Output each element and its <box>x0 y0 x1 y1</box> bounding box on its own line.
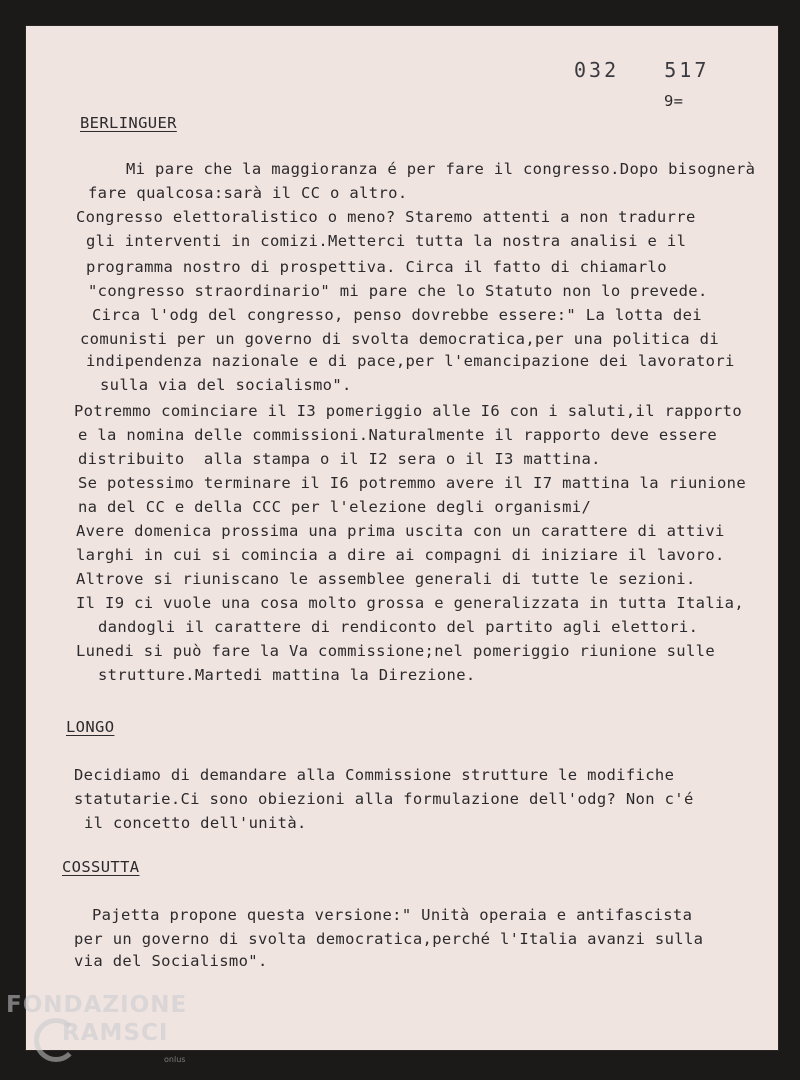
text-line: Altrove si riuniscano le assemblee generali di tutte le sezioni. <box>76 570 696 588</box>
text-line: programma nostro di prospettiva. Circa il fatto di chiamarlo <box>86 258 667 276</box>
page-number: 9= <box>664 92 684 110</box>
text-line: dandogli il carattere di rendiconto del partito agli elettori. <box>98 618 699 636</box>
text-line: larghi in cui si comincia a dire ai compagni di iniziare il lavoro. <box>76 546 725 564</box>
text-line: e la nomina delle commissioni.Naturalmente il rapporto deve essere <box>78 426 717 444</box>
text-line: per un governo di svolta democratica,perché l'Italia avanzi sulla <box>74 930 704 948</box>
text-line: Mi pare che la maggioranza é per fare il congresso.Dopo bisognerà <box>126 160 756 178</box>
text-line: Se potessimo terminare il I6 potremmo avere il I7 mattina la riunione <box>78 474 747 492</box>
text-line: comunisti per un governo di svolta democratica,per una politica di <box>80 330 719 348</box>
text-line: gli interventi in comizi.Metterci tutta la nostra analisi e il <box>86 232 687 250</box>
text-line: distribuito alla stampa o il I2 sera o il I3 mattina. <box>78 450 601 468</box>
text-line: strutture.Martedi mattina la Direzione. <box>98 666 476 684</box>
text-line: Pajetta propone questa versione:" Unità operaia e antifascista <box>92 906 693 924</box>
text-line: Lunedi si può fare la Va commissione;nel pomeriggio riunione sulle <box>76 642 715 660</box>
watermark-line-2: RAMSCI <box>62 1020 169 1046</box>
watermark <box>6 992 206 1072</box>
text-line: Potremmo cominciare il I3 pomeriggio alle I6 con i saluti,il rapporto <box>74 402 743 420</box>
text-line: Il I9 ci vuole una cosa molto grossa e generalizzata in tutta Italia, <box>76 594 745 612</box>
text-line: indipendenza nazionale e di pace,per l'emancipazione dei lavoratori <box>86 352 735 370</box>
archive-number: 032 517 <box>574 58 710 82</box>
text-line: fare qualcosa:sarà il CC o altro. <box>88 184 408 202</box>
text-line: Decidiamo di demandare alla Commissione strutture le modifiche <box>74 766 675 784</box>
watermark-line-1: FONDAZIONE <box>6 992 188 1018</box>
text-line: statutarie.Ci sono obiezioni alla formulazione dell'odg? Non c'é <box>74 790 694 808</box>
text-line: via del Socialismo". <box>74 952 268 970</box>
text-line: Congresso elettoralistico o meno? Staremo attenti a non tradurre <box>76 208 696 226</box>
text-line: Avere domenica prossima una prima uscita con un carattere di attivi <box>76 522 725 540</box>
text-line: sulla via del socialismo". <box>100 376 352 394</box>
speaker-heading: COSSUTTA <box>62 858 140 876</box>
text-line: il concetto dell'unità. <box>84 814 307 832</box>
watermark-line-3: onlus <box>164 1055 186 1064</box>
text-line: Circa l'odg del congresso, penso dovrebbe essere:" La lotta dei <box>92 306 702 324</box>
text-line: "congresso straordinario" mi pare che lo Statuto non lo prevede. <box>88 282 708 300</box>
speaker-heading: BERLINGUER <box>80 114 177 132</box>
text-line: na del CC e della CCC per l'elezione degli organismi/ <box>78 498 592 516</box>
speaker-heading: LONGO <box>66 718 115 736</box>
